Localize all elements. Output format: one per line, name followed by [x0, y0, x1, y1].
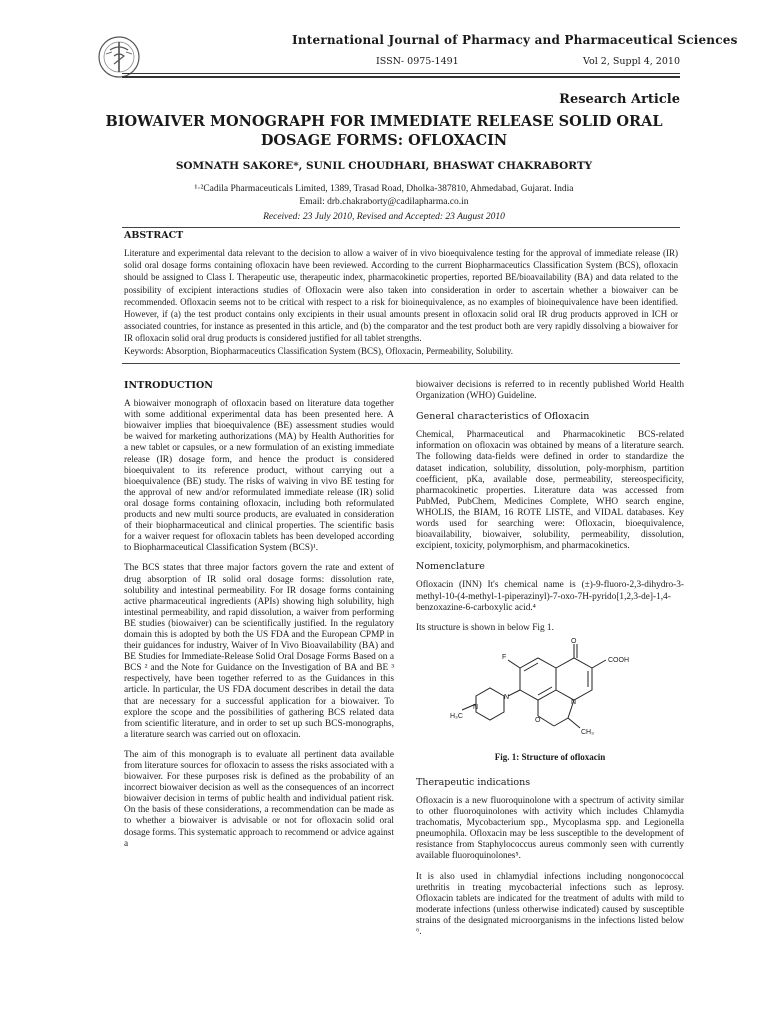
piperazine-n2-label: N	[473, 703, 479, 711]
general-heading: General characteristics of Ofloxacin	[416, 411, 590, 423]
header-rule	[122, 73, 680, 74]
therapeutic-paragraph-2: It is also used in chlamydial infections including nongonococcal urethritis in treating mycobacterial infections such as leprosy. Ofloxacin tablets are indicated for the treatment of adults with mild to moderate infections (unless otherwise indicated) caused by susceptible strains of the designated microorganisms in the infections listed below ⁶.	[416, 871, 684, 937]
n-methyl-label: H₃C	[450, 712, 463, 720]
piperazine-n1-label: N	[504, 693, 510, 701]
ring-n-label: N	[571, 698, 577, 706]
abstract-heading: ABSTRACT	[124, 230, 184, 241]
general-paragraph: Chemical, Pharmaceutical and Pharmacokinetic BCS-related information on ofloxacin was obtained by means of a literature search. The following data-fields were defined in order to standardize the dataset indication, solubility, dissolution, poly-morphism, partition coefficient, pKa, available dose, permeability, stereospecificity, pharmacokinetic properties. Literature data was accessed from PubMed, PubChem, Medicines Complete, WHO search engine, WHOLIS, the BIAM, 16 ROTE LISTE, and VIDAL databases. Key words used for searching were: Ofloxacin, bioequivalence, bioavailability, biowaiver, solubility, permeability, dissolution, excipient, toxicity, polymorphism, and pharmacokinetics.	[416, 430, 684, 552]
continued-paragraph: biowaiver decisions is referred to in recently published World Health Organization (WHO) Guideline.	[416, 380, 684, 402]
issn: ISSN- 0975-1491	[376, 56, 459, 67]
structure-intro: Its structure is shown in below Fig 1.	[416, 622, 554, 633]
keywords: Keywords: Absorption, Biopharmaceutics Classification System (BCS), Ofloxacin, Permeability, Solubility.	[124, 346, 514, 356]
oxazine-o-label: O	[535, 716, 541, 724]
abstract-text: Literature and experimental data relevant to the decision to allow a waiver of in vivo bioequivalence testing for the approval of immediate release (IR) solid oral dosage forms containing ofloxacin have been reviewed. According to the current Biopharmaceutics Classification System (BCS), ofloxacin should be assigned to Class I. Therapeutic use, therapeutic index, pharmacokinetic properties, reported BE/bioavailability (BA) and data related to the possibility of excipient interactions studies of Ofloxacin were also taken into consideration in order to ascertain whether a biowaiver can be recommended. Ofloxacin seems not to be critical with respect to a risk for bioinequivalence, as no examples of bioinequivalence have been identified. However, if (a) the test product contains only excipients in their usual amounts present in ofloxacin solid oral IR drug products approved in ICH or associated countries, for instance as presented in this article, and (b) the comparator and the test product both are very rapidly dissolving a biowaiver for IR ofloxacin solid oral drug products is considered justified for all tablet strengths.	[124, 248, 678, 344]
intro-paragraph-1: A biowaiver monograph of ofloxacin based on literature data together with some additional experimental data has been presented here. A biowaiver implies that bioequivalence (BE) assessment studies would be waived for marketing authorizations (MA) by Health Authorities for a new tablet or capsules, or a new formulation of an existing immediate release (IR) dosage form, and hence the product is considered bioequivalent to its reference product, without carrying out a bioequivalence (BE) study. The risks of waiving in vivo BE testing for the approval of new and/or reformulated immediate release (IR) solid oral dosage forms containing ofloxacin, including both reformulated products and new multi source products, are evaluated in consideration of their biopharmaceutical and clinical properties. The scientific basis for a waiver request for ofloxacin tablets has been developed according to Biopharmaceutical Classification System (BCS)¹.	[124, 399, 394, 554]
affiliation-block	[90, 183, 678, 209]
nomenclature-heading: Nomenclature	[416, 561, 485, 573]
therapeutic-heading: Therapeutic indications	[416, 776, 531, 788]
ofloxacin-structure-figure	[450, 638, 630, 748]
keto-label: O	[571, 637, 577, 645]
left-column	[124, 380, 394, 859]
right-column	[416, 380, 684, 947]
intro-heading: INTRODUCTION	[124, 380, 213, 391]
article-type: Research Article	[559, 92, 680, 107]
email: Email: drb.chakraborty@cadilapharma.co.in	[299, 197, 469, 207]
intro-paragraph-2: The BCS states that three major factors govern the rate and extent of drug absorption of IR solid oral dosage forms: dissolution rate, solubility and intestinal permeability. For IR dosage forms containing active pharmaceutical ingredients (APIs) showing high solubility, high intestinal permeability, and rapid dissolution, a waiver from performing BE studies (biowaiver) can be scientifically justified. In the regulatory domain this is adopted by both the US FDA and the European CPMP in their guidances for industry, Waiver of In Vivo Bioavailability (BA) and BE Studies for Immediate-Release Solid Oral Dosage Forms Based on a BCS ² and the Note for Guidance on the Investigation of BA and BE ³ respectively, have been together referred to as the Guidances in this article. In particular, the US FDA document describes in detail the data that are necessary for a successful application for a biowaiver. To explore the scope and the possibilities of gathering BCS related data from scientific literature, and in order to set up such BCS-monographs, a literature search was carried out on ofloxacin.	[124, 563, 394, 740]
received-dates: Received: 23 July 2010, Revised and Accepted: 23 August 2010	[263, 212, 505, 222]
methyl-label: CH₃	[581, 728, 594, 736]
therapeutic-paragraph-1: Ofloxacin is a new fluoroquinolone with a spectrum of activity similar to other fluoroquinolones with activity which includes Chlamydia trachomatis, Mycobacterium spp., Mycoplasma spp. and Legionella pneumophila. Ofloxacin may be less susceptible to the development of resistance from Staphylococcus aureus commonly seen with currently available fluoroquinolones⁵.	[416, 795, 684, 862]
cooh-label: COOH	[608, 656, 629, 664]
authors: SOMNATH SAKORE*, SUNIL CHOUDHARI, BHASWAT CHAKRABORTY	[175, 160, 593, 172]
journal-name: International Journal of Pharmacy and Pharmaceutical Sciences	[292, 33, 738, 47]
abstract-rule	[122, 227, 680, 228]
figure-caption: Fig. 1: Structure of ofloxacin	[494, 751, 606, 762]
nomenclature-paragraph: Ofloxacin (INN) It's chemical name is (±)-9-fluoro-2,3-dihydro-3-methyl-10-(4-methyl-1-piperazinyl)-7-oxo-7H-pyrido[1,2,3-de]-1,4-benzoxazine-6-carboxylic acid.⁴	[416, 580, 684, 613]
affiliation: ¹·²Cadila Pharmaceuticals Limited, 1389, Trasad Road, Dholka-387810, Ahmedabad, Gujarat. India	[194, 184, 574, 194]
intro-paragraph-3: The aim of this monograph is to evaluate all pertinent data available from literature sources for ofloxacin to assess the risks associated with a biowaiver. For these purposes risk is defined as the probability of an incorrect biowaiver decision as well as the consequences of an incorrect biowaiver decision in terms of public health and individual patient risk. On the basis of these considerations, a recommendation can be made as to whether a biowaiver is advisable or not for ofloxacin solid oral dosage forms. This systematic approach to recommend or advice against a	[124, 749, 394, 849]
fluorine-label: F	[502, 653, 507, 661]
header-rule-thick	[122, 76, 680, 78]
paper-title: BIOWAIVER MONOGRAPH FOR IMMEDIATE RELEASE SOLID ORAL DOSAGE FORMS: OFLOXACIN	[105, 113, 663, 149]
keywords-rule	[122, 363, 680, 364]
volume-info: Vol 2, Suppl 4, 2010	[583, 56, 680, 67]
